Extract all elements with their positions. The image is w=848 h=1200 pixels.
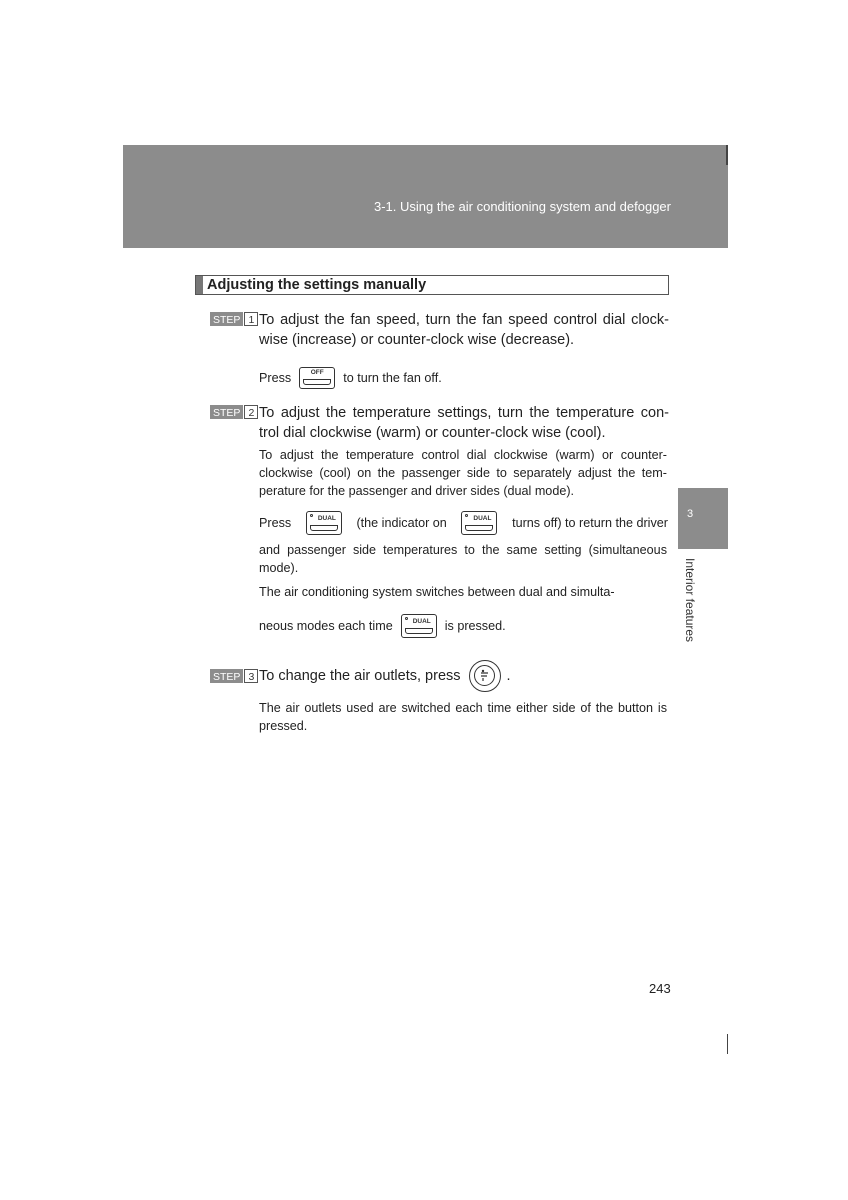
fan-off-text: to turn the fan off. (343, 371, 442, 385)
step-badge-word: STEP (210, 312, 243, 326)
step-3-text: To change the air outlets, press (259, 668, 461, 684)
fan-off-note (259, 367, 668, 389)
chapter-number: 3 (687, 508, 694, 520)
step-2-text: To adjust the temperature settings, turn the temperature con-trol dial clockwise (warm) or counter-clock wise (cool). (259, 405, 669, 441)
step-3-badge (210, 669, 258, 683)
mode-switch-text: The air conditioning system switches between dual and simulta- (259, 585, 615, 599)
step-badge-word: STEP (210, 669, 243, 683)
air-outlet-explanation: The air outlets used are switched each time either side of the button is pressed. (259, 701, 667, 733)
air-outlet-mode-icon (469, 660, 501, 692)
chapter-side-label: Interior features (683, 558, 697, 643)
turns-off-text: turns off) to return the driver (512, 516, 668, 530)
dual-button-icon (461, 511, 497, 535)
is-pressed-text: is pressed. (444, 619, 506, 633)
off-button-icon (299, 367, 335, 389)
section-heading-box (195, 275, 669, 295)
button-slot (303, 379, 331, 385)
modes-text: neous modes each time (259, 619, 393, 633)
section-heading-bar (196, 276, 203, 294)
air-outlet-button-face (474, 665, 495, 686)
page-number: 243 (649, 981, 671, 996)
dual-button-label: DUAL (412, 618, 431, 625)
dual-mode-explanation: To adjust the temperature control dial clockwise (warm) or counter-clockwise (cool) on the passenger side to separately adjust the tem-perature for the passenger and driver sides (dual mode). (259, 448, 667, 498)
simultaneous-mode-text: and passenger side temperatures to the same setting (simultaneous mode). (259, 543, 667, 575)
button-slot (465, 525, 493, 531)
button-slot (405, 628, 433, 634)
header-crop-mark (726, 145, 728, 165)
chapter-title: 3-1. Using the air conditioning system and defogger (373, 199, 671, 214)
chapter-side-tab (678, 488, 728, 549)
dual-button-icon (306, 511, 342, 535)
off-button-label: OFF (310, 369, 324, 376)
dual-button-label: DUAL (317, 515, 336, 522)
step-3-text-row (259, 660, 669, 692)
step-1-text: To adjust the fan speed, turn the fan speed control dial clock-wise (increase) or counter-clock wise (decrease). (259, 312, 669, 348)
step-1-badge (210, 312, 258, 326)
dual-press-row (259, 511, 668, 535)
step-3-period: . (506, 668, 511, 684)
step-2-badge (210, 405, 258, 419)
section-heading: Adjusting the settings manually (207, 277, 427, 293)
air-outlet-glyph (475, 666, 494, 685)
indicator-text: (the indicator on (356, 516, 447, 530)
step-badge-number: 2 (244, 405, 258, 419)
footer-crop-mark (727, 1034, 728, 1054)
chapter-header-band (123, 145, 728, 248)
dual-button-label: DUAL (473, 515, 492, 522)
press-word: Press (259, 371, 292, 385)
button-slot (310, 525, 338, 531)
mode-switch-row (259, 614, 668, 638)
step-badge-number: 3 (244, 669, 258, 683)
step-badge-word: STEP (210, 405, 243, 419)
step-badge-number: 1 (244, 312, 258, 326)
dual-button-icon (401, 614, 437, 638)
press-word: Press (259, 516, 292, 530)
